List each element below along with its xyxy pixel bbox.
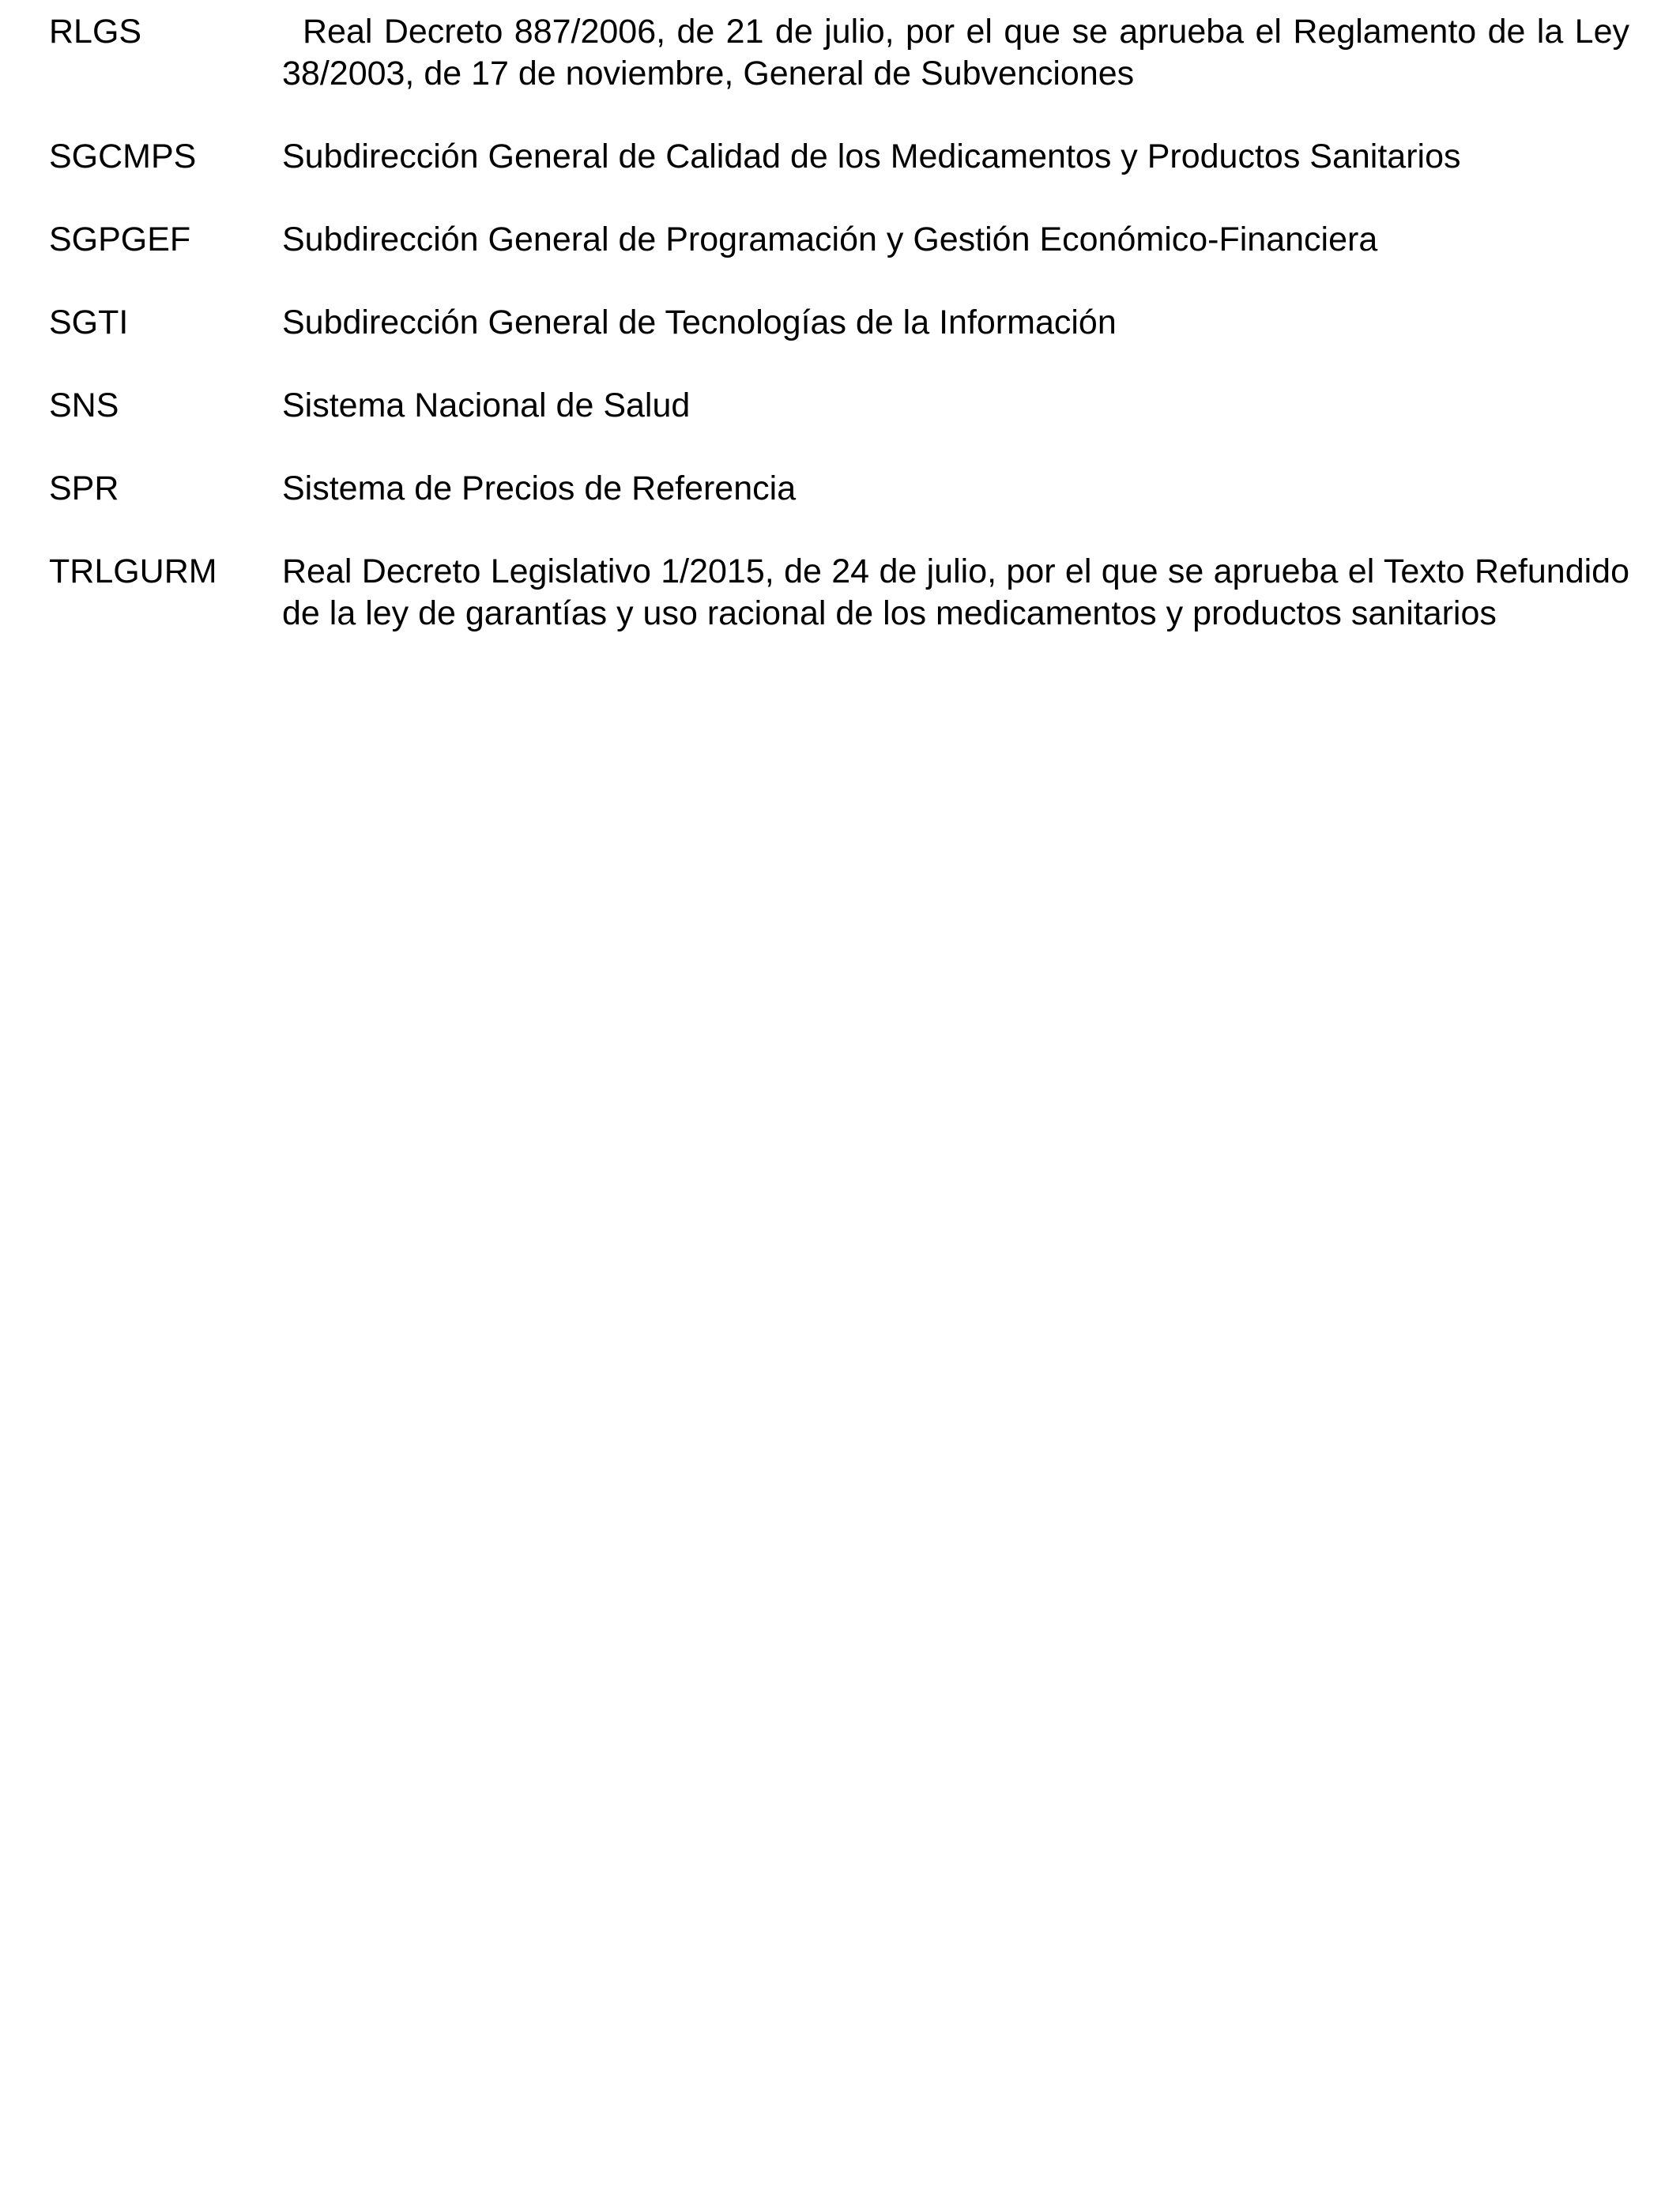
abbreviations-list [49, 11, 1629, 676]
abbreviation-definition: Real Decreto Legislativo 1/2015, de 24 de julio, por el que se aprueba el Texto Refundido de la ley de garantías y uso racional de los medicamentos y productos sanitarios [282, 552, 1629, 632]
abbreviation-term: RLGS [49, 13, 142, 51]
abbreviation-entry-sgcmps [49, 136, 1629, 178]
abbreviation-term: SNS [49, 386, 119, 424]
abbreviation-entry-sgpgef [49, 219, 1629, 261]
abbreviation-definition: Subdirección General de Programación y Gestión Económico-Financiera [282, 221, 1378, 258]
abbreviation-entry-sns [49, 385, 1629, 427]
abbreviation-entry-spr [49, 468, 1629, 510]
abbreviation-term: SPR [49, 469, 119, 507]
abbreviation-definition: Sistema Nacional de Salud [282, 386, 691, 424]
abbreviation-entry-sgti [49, 302, 1629, 344]
abbreviation-definition: Real Decreto 887/2006, de 21 de julio, por el que se aprueba el Reglamento de la Ley 38/2003, de 17 de noviembre, General de Subvenciones [282, 13, 1629, 92]
abbreviation-term: TRLGURM [49, 552, 217, 590]
abbreviation-definition: Sistema de Precios de Referencia [282, 469, 797, 507]
abbreviation-term: SGTI [49, 303, 129, 341]
abbreviation-term: SGCMPS [49, 138, 197, 175]
abbreviation-entry-rlgs [49, 11, 1629, 95]
abbreviation-entry-trlgurm [49, 551, 1629, 635]
abbreviation-definition: Subdirección General de Calidad de los Medicamentos y Productos Sanitarios [282, 138, 1461, 175]
abbreviation-definition: Subdirección General de Tecnologías de la Información [282, 303, 1117, 341]
abbreviation-term: SGPGEF [49, 221, 191, 258]
